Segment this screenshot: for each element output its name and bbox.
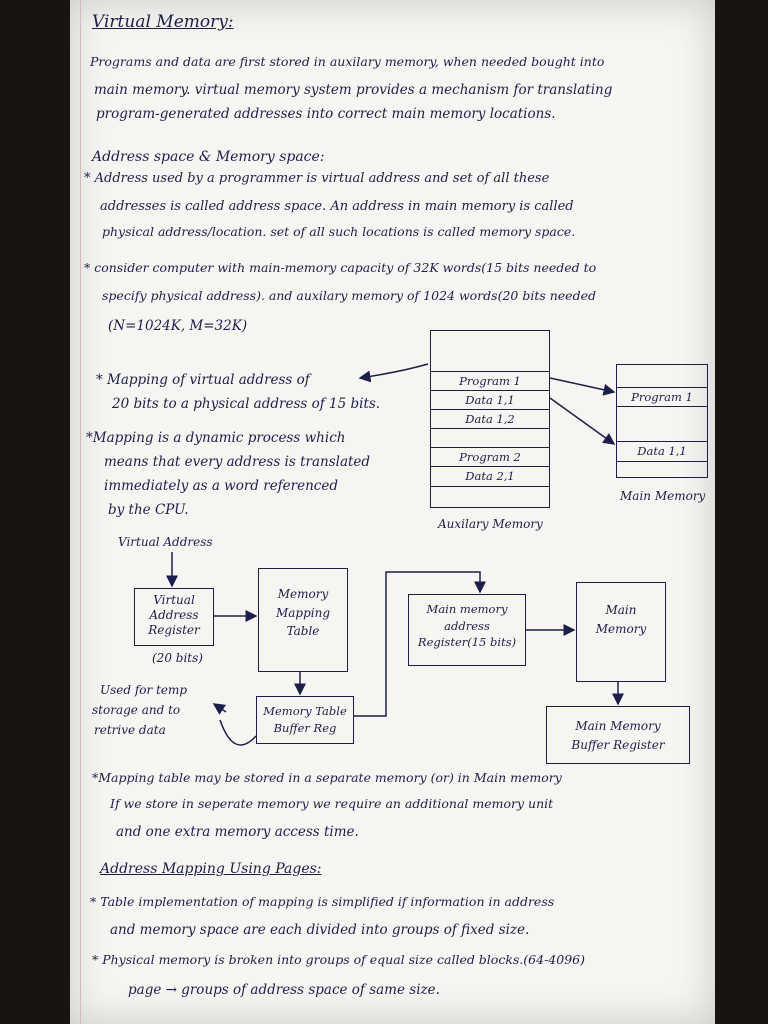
arrow-data11-to-main [550, 398, 614, 444]
section1-heading: Address space & Memory space: [92, 149, 325, 165]
mm-cell-data11: Data 1,1 [617, 441, 707, 462]
aux-cell-data12: Data 1,2 [431, 409, 549, 429]
aux-cell-data11: Data 1,1 [431, 390, 549, 410]
intro-line-2: main memory. virtual memory system provides a mechanism for translating [94, 82, 613, 98]
arrow-mtbr-to-note [214, 704, 226, 712]
notebook-page [70, 0, 715, 1024]
var-box-text: Virtual Address Register [148, 593, 200, 637]
s2-b1-line1: * Table implementation of mapping is simplified if information in address [90, 894, 555, 909]
s1-b4-line3: immediately as a word referenced [104, 478, 339, 494]
s1-b4-line1: *Mapping is a dynamic process which [86, 430, 346, 446]
virtual-address-label: Virtual Address [118, 535, 213, 549]
b5-line3: and one extra memory access time. [116, 824, 359, 840]
mtbr-box-text: Memory Table Buffer Reg [263, 704, 347, 736]
mmar-box-text: Main memory address Register(15 bits) [417, 602, 517, 650]
arrow-note-to-mtbr [220, 720, 256, 745]
s2-b1-line2: and memory space are each divided into groups of fixed size. [110, 922, 530, 938]
intro-line-1: Programs and data are first stored in auxilary memory, when needed bought into [90, 54, 605, 69]
mmt-box-text: Memory Mapping Table [275, 587, 331, 639]
s1-b4-line4: by the CPU. [108, 502, 189, 518]
section2-heading: Address Mapping Using Pages: [100, 861, 322, 877]
s1-b1-line1: * Address used by a programmer is virtual address and set of all these [84, 171, 550, 186]
s1-b3-line1: * Mapping of virtual address of [96, 372, 310, 388]
mm-cell-program1: Program 1 [617, 387, 707, 407]
s1-b1-line3: physical address/location. set of all such locations is called memory space. [102, 224, 576, 239]
mm-box-text: Main Memory [595, 603, 647, 636]
arrow-program1-to-main [550, 378, 614, 392]
temp-note-line2: storage and to [92, 703, 181, 717]
s1-b1-line2: addresses is called address space. An address in main memory is called [100, 199, 574, 214]
intro-line-3: program-generated addresses into correct main memory locations. [96, 106, 556, 122]
b5-line2: If we store in seperate memory we require an additional memory unit [110, 796, 554, 811]
s1-b3-line2: 20 bits to a physical address of 15 bits. [112, 396, 381, 412]
s1-b4-line2: means that every address is translated [104, 454, 371, 470]
arrow-mtbr-to-mmar [354, 572, 480, 716]
s1-b2-line3: (N=1024K, M=32K) [108, 318, 248, 334]
arrow-note-to-aux [360, 364, 428, 378]
s2-b2-line1: * Physical memory is broken into groups of equal size called blocks.(64-4096) [92, 952, 585, 967]
mmbr-box-text: Main Memory Buffer Register [571, 719, 665, 752]
s1-b2-line1: * consider computer with main-memory capacity of 32K words(15 bits needed to [84, 260, 597, 275]
page-title: Virtual Memory: [92, 12, 234, 32]
var-bits-label: (20 bits) [152, 651, 203, 665]
aux-cell-program2: Program 2 [431, 447, 549, 467]
s2-b2-line2: page → groups of address space of same size. [128, 982, 440, 998]
main-memory-small-label: Main Memory [620, 489, 706, 503]
diagram-arrows [70, 0, 715, 1024]
temp-note-line1: Used for temp [100, 683, 188, 697]
b5-line1: *Mapping table may be stored in a separate memory (or) in Main memory [92, 770, 562, 785]
aux-cell-data21: Data 2,1 [431, 466, 549, 487]
s1-b2-line2: specify physical address). and auxilary memory of 1024 words(20 bits needed [102, 288, 596, 303]
temp-note-line3: retrive data [94, 723, 166, 737]
aux-cell-program1: Program 1 [431, 371, 549, 391]
aux-memory-label: Auxilary Memory [438, 517, 543, 531]
